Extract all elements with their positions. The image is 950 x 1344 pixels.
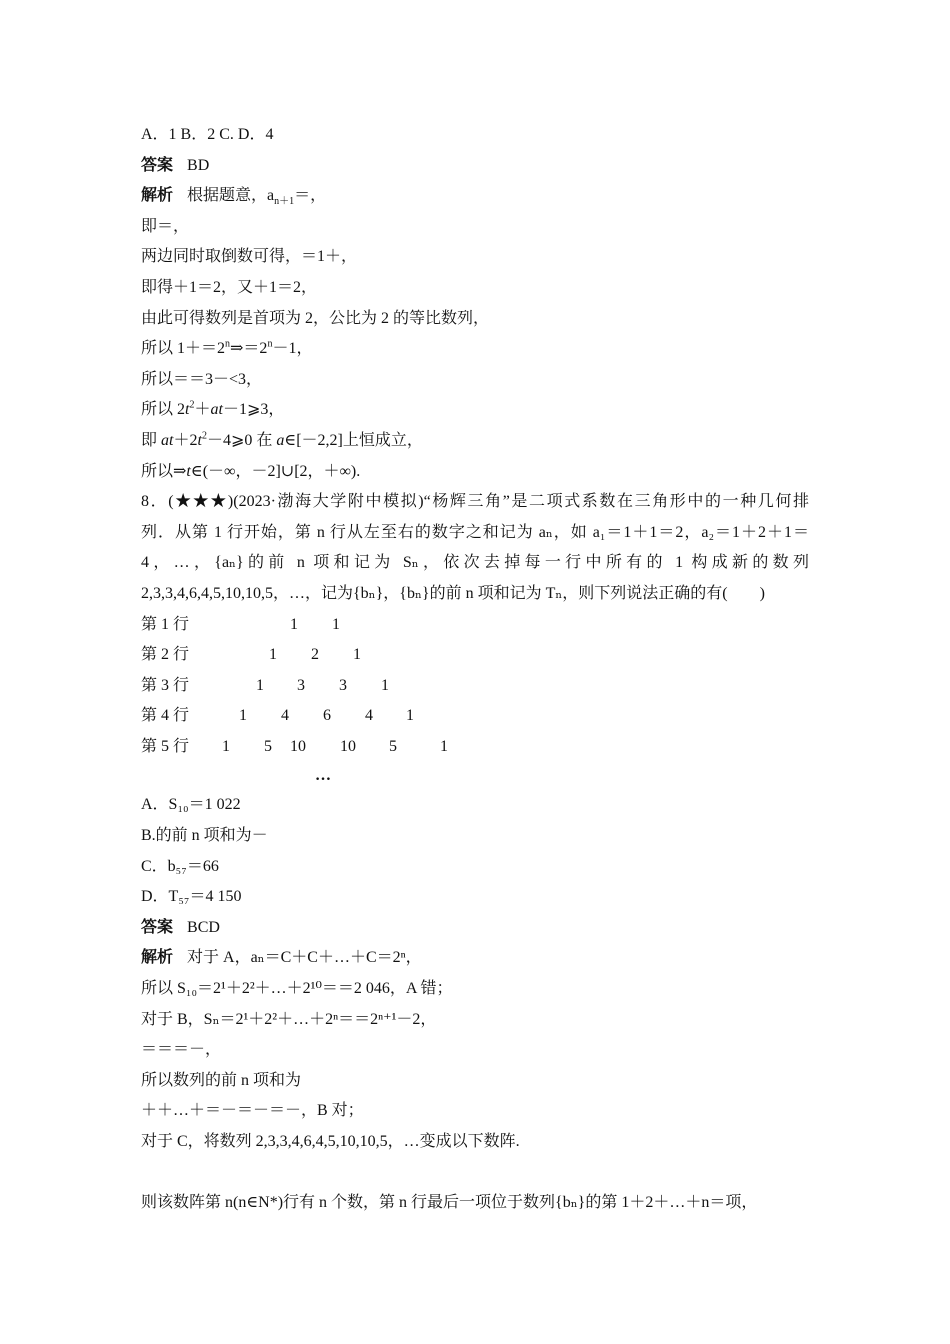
triangle-number: 1 bbox=[381, 676, 389, 694]
document-body bbox=[141, 120, 809, 1218]
solution-line: 由此可得数列是首项为 2，公比为 2 的等比数列， bbox=[141, 309, 490, 327]
analysis-line-q8: 解析 对于 A，aₙ＝C＋C＋…＋C＝2ⁿ， bbox=[141, 949, 422, 967]
answer-value: BD bbox=[187, 156, 210, 174]
solution-line: ＋＋…＋＝－＝－＝－，B 对； bbox=[141, 1102, 364, 1120]
row-label: 第 4 行 bbox=[141, 707, 190, 725]
triangle-number: 1 bbox=[290, 615, 298, 633]
triangle-number: 10 bbox=[340, 737, 356, 755]
question-8-stem-line: 4，…，{aₙ}的前 n 项和记为 Sₙ，依次去掉每一行中所有的 1 构成新的数列 bbox=[141, 554, 809, 572]
row-label: 第 1 行 bbox=[141, 615, 190, 633]
solution-line: 所以 $1+=2^n\Rightarrow=2^n-1$， bbox=[141, 338, 313, 358]
question-8-stem-line: 2,3,3,4,6,4,5,10,10,5，…，记为{bₙ}，{bₙ}的前 n 项和记为 Tₙ，则下列说法正确的有( ) bbox=[141, 584, 765, 602]
triangle-number: 10 bbox=[290, 737, 306, 755]
solution-line: 即得＋1＝2，又＋1＝2， bbox=[141, 278, 318, 296]
triangle-row bbox=[141, 640, 809, 671]
triangle-number: 1 bbox=[406, 707, 414, 725]
triangle-number: 2 bbox=[311, 646, 319, 664]
solution-line: 所以⇒t∈(－∞，－2]∪[2，＋∞). bbox=[141, 462, 361, 480]
solution-line: 则该数阵第 n(n∈N*)行有 n 个数，第 n 行最后一项位于数列{bₙ}的第 1＋2＋…＋n＝项， bbox=[141, 1193, 758, 1211]
option-a: A．S₁₀＝1 022 bbox=[141, 796, 241, 814]
triangle-number: 6 bbox=[323, 707, 331, 725]
triangle-row bbox=[141, 701, 809, 732]
yanghui-triangle bbox=[141, 610, 809, 791]
solution-line: 所以 S₁₀＝2¹＋2²＋…＋2¹⁰＝＝2 046，A 错； bbox=[141, 980, 453, 998]
solution-line: ＝＝＝－， bbox=[141, 1041, 222, 1059]
option-c: C．b₅₇＝66 bbox=[141, 857, 219, 875]
solution-line: 两边同时取倒数可得，＝1＋， bbox=[141, 248, 358, 266]
row-label: 第 2 行 bbox=[141, 646, 190, 664]
triangle-number: 1 bbox=[440, 737, 448, 755]
analysis-tag: 解析 bbox=[141, 949, 174, 967]
question-8-stem-line: 8．(★★★)(2023·渤海大学附中模拟)“杨辉三角”是二项式系数在三角形中的一种几何排 bbox=[141, 493, 809, 511]
solution-line: 所以数列的前 n 项和为 bbox=[141, 1071, 302, 1089]
answer-line-q7 bbox=[141, 151, 809, 182]
triangle-ellipsis: … bbox=[315, 767, 331, 785]
triangle-number: 3 bbox=[297, 676, 305, 694]
row-label: 第 3 行 bbox=[141, 676, 190, 694]
solution-line: 对于 C，将数列 2,3,3,4,6,4,5,10,10,5，…变成以下数阵. bbox=[141, 1133, 520, 1150]
triangle-row bbox=[141, 671, 809, 702]
analysis-tag: 解析 bbox=[141, 187, 174, 205]
triangle-number: 5 bbox=[264, 737, 272, 755]
triangle-number: 1 bbox=[332, 615, 340, 633]
triangle-number: 1 bbox=[353, 646, 361, 664]
triangle-number: 1 bbox=[239, 707, 247, 725]
triangle-number: 1 bbox=[269, 646, 277, 664]
answer-line-q8 bbox=[141, 913, 809, 944]
triangle-number: 4 bbox=[365, 707, 373, 725]
answer-value: BCD bbox=[187, 918, 220, 936]
triangle-number: 5 bbox=[389, 737, 397, 755]
answer-tag: 答案 bbox=[141, 918, 174, 936]
solution-line: 即 $at+2t^2-4⩾0$ 在 a∈[－2,2]上恒成立， bbox=[141, 430, 423, 449]
solution-line: 所以＝＝3－<3， bbox=[141, 370, 263, 388]
triangle-number: 3 bbox=[339, 676, 347, 694]
options-line-q7: A．1 B．2 C. D．4 bbox=[141, 126, 274, 143]
solution-line: 所以 $2t^2+at-1⩾3$， bbox=[141, 400, 285, 419]
triangle-number: 4 bbox=[281, 707, 289, 725]
row-label: 第 5 行 bbox=[141, 737, 190, 755]
triangle-row bbox=[141, 732, 809, 763]
triangle-number: 1 bbox=[256, 676, 264, 694]
solution-line: 对于 B，Sₙ＝2¹＋2²＋…＋2ⁿ＝＝2ⁿ⁺¹－2， bbox=[141, 1010, 437, 1028]
solution-line: 即＝， bbox=[141, 217, 190, 235]
analysis-line-q7: 解析 根据题意，$a_{n+1}=$， bbox=[141, 187, 327, 208]
triangle-number: 1 bbox=[222, 737, 230, 755]
triangle-row bbox=[141, 610, 809, 641]
answer-tag: 答案 bbox=[141, 156, 174, 174]
option-b: B.的前 n 项和为－ bbox=[141, 827, 268, 845]
option-d: D．T₅₇＝4 150 bbox=[141, 888, 242, 906]
question-8-stem-line: 列．从第 1 行开始，第 n 行从左至右的数字之和记为 aₙ，如 a₁＝1＋1＝2，a₂＝1＋2＋1＝ bbox=[141, 523, 809, 541]
